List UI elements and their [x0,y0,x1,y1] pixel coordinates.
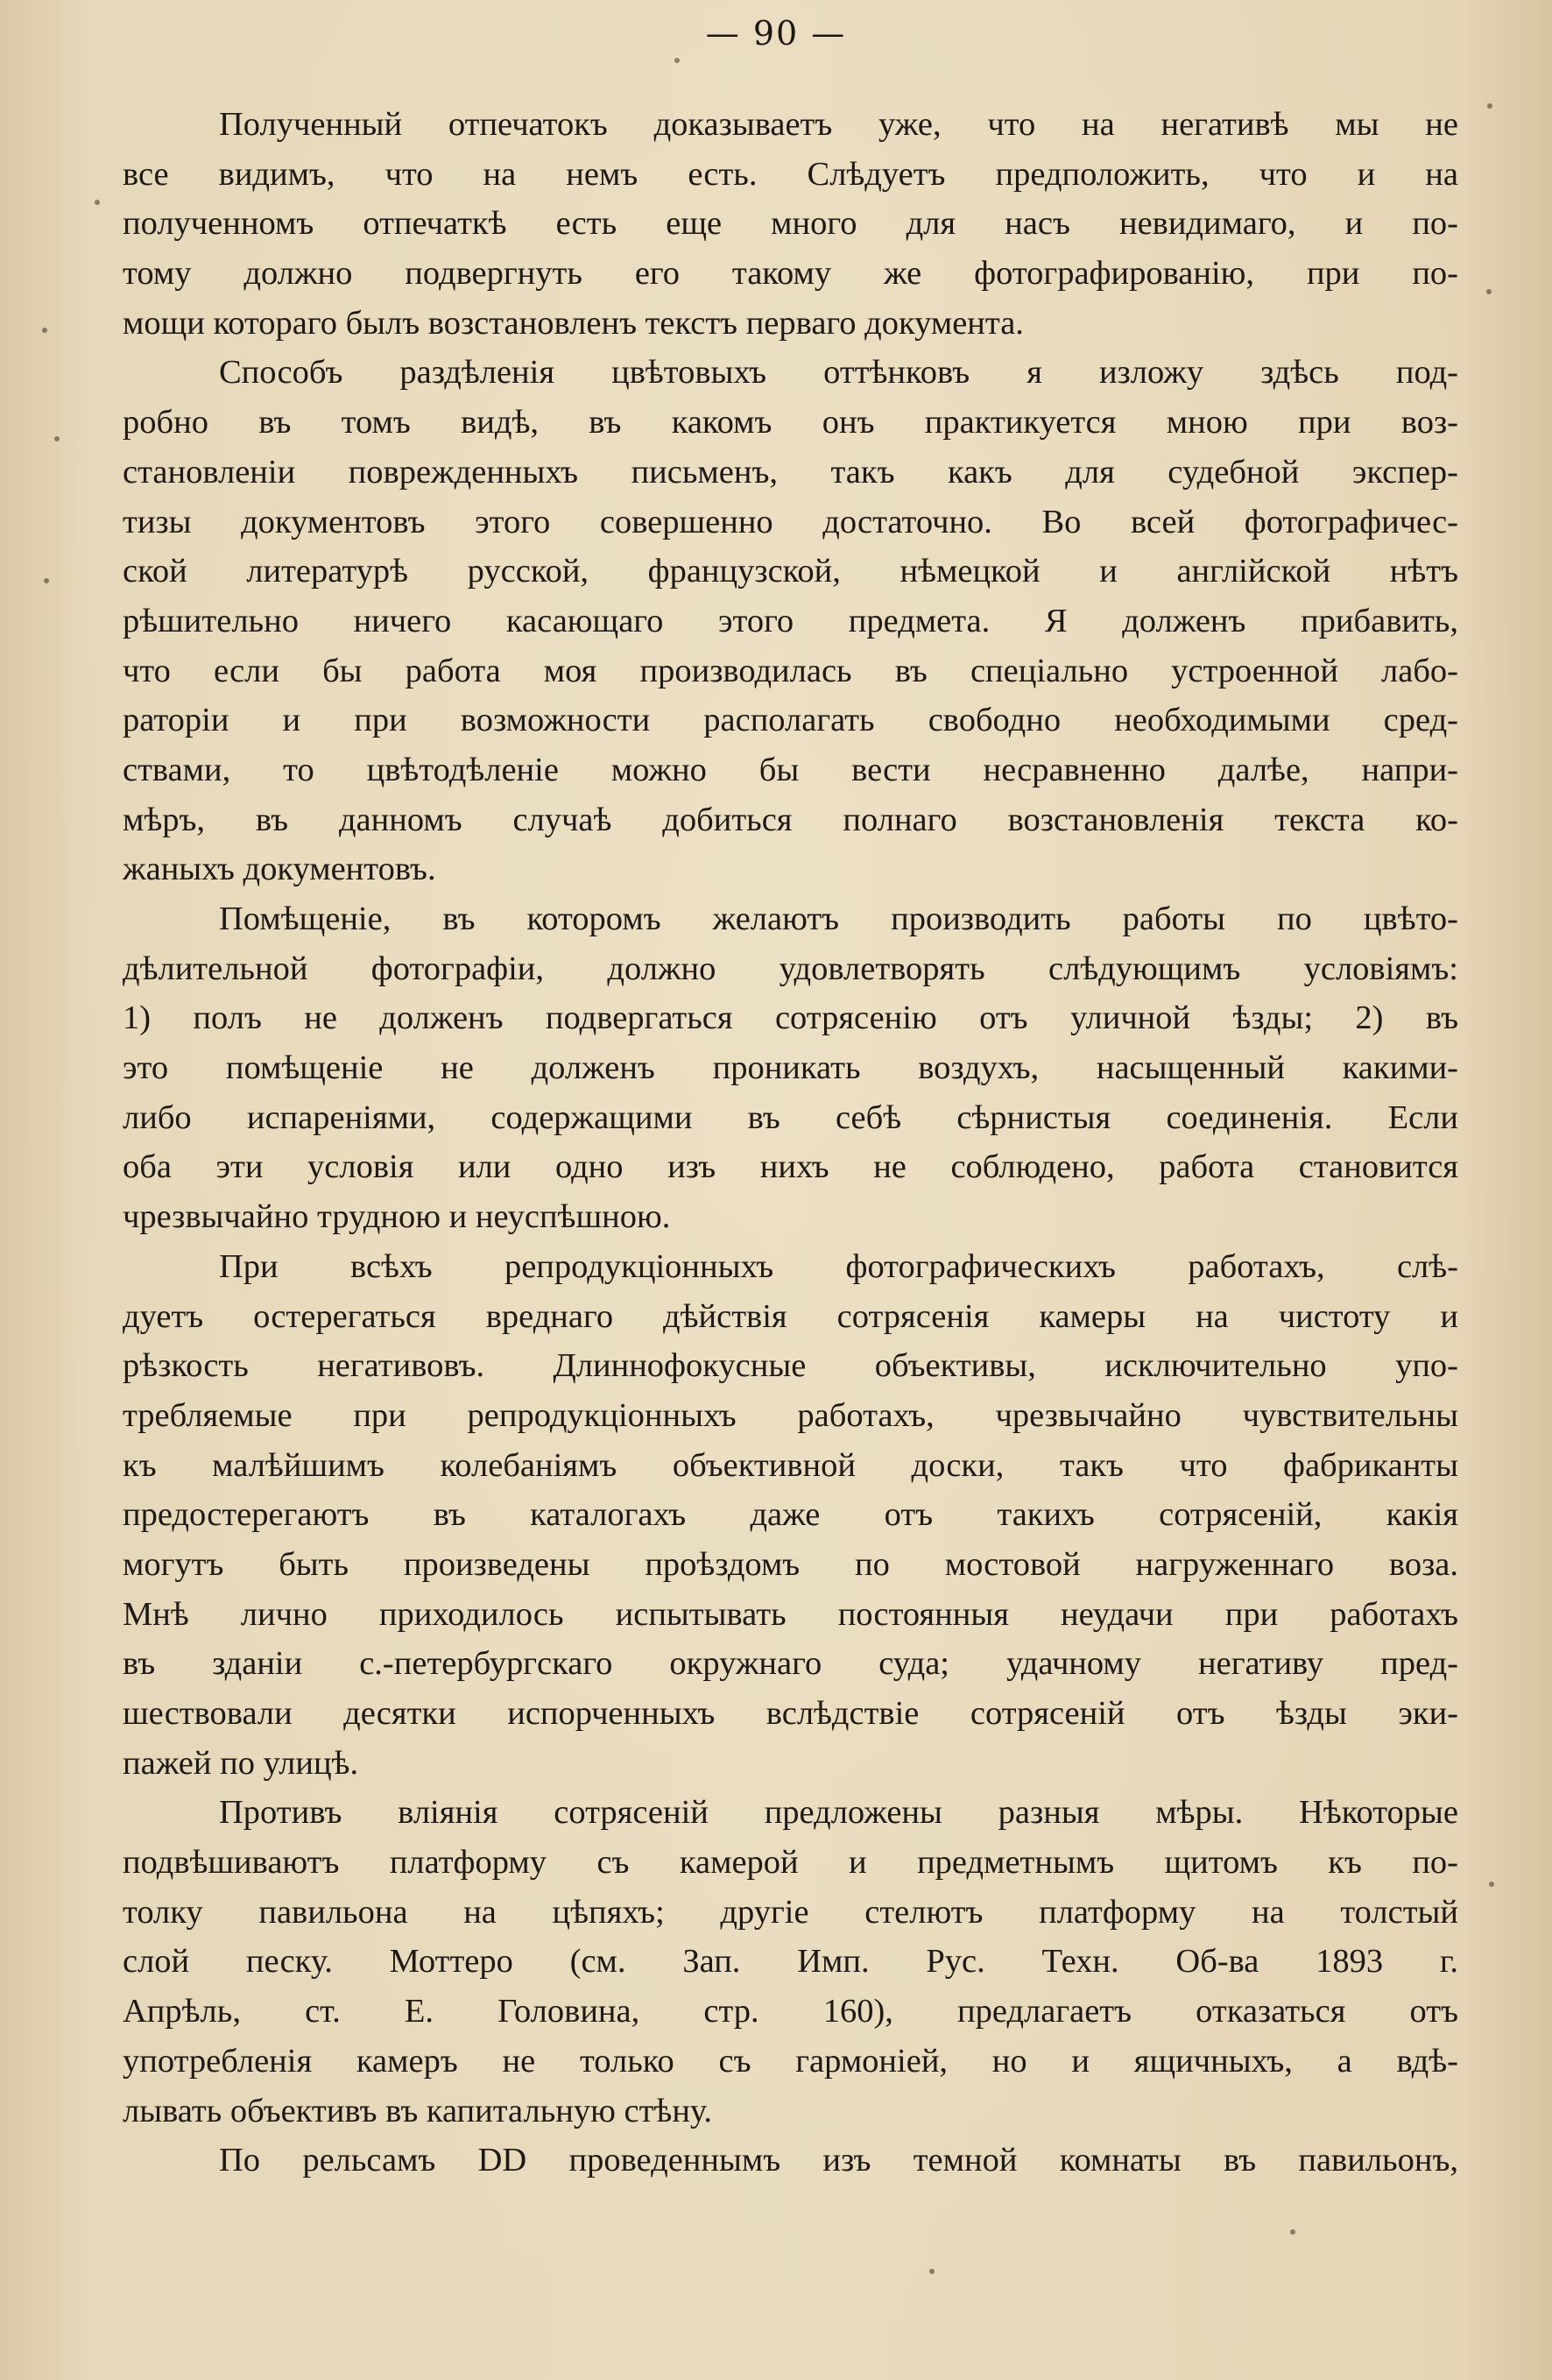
text-line: дѣлительной фотографіи, должно удовлетворять слѣдующимъ условіямъ: [123,950,1458,987]
text-line: рѣзкость негативовъ. Длиннофокусные объективы, исключительно упо- [123,1347,1458,1385]
text-line: Способъ раздѣленія цвѣтовыхъ оттѣнковъ я изложу здѣсь под- [219,354,1458,392]
text-line: мѣръ, въ данномъ случаѣ добиться полнаго возстановленія текста ко- [123,801,1458,838]
text-line: все видимъ, что на немъ есть. Слѣдуетъ предположить, что и на [123,155,1458,193]
text-line: мощи котораго былъ возстановленъ текстъ перваго документа. [123,304,1024,342]
text-line: Мнѣ лично приходилось испытывать постоянныя неудачи при работахъ [123,1595,1458,1633]
text-line: предостерегаютъ въ каталогахъ даже отъ такихъ сотрясеній, какія [123,1496,1458,1534]
paragraph [123,894,1458,1242]
page-body [123,100,1458,2186]
text-line: требляемые при репродукціонныхъ работахъ, чрезвычайно чувствительны [123,1396,1458,1434]
text-line: могутъ быть произведены проѣздомъ по мостовой нагруженнаго воза. [123,1545,1458,1583]
print-speck [674,58,680,63]
text-line: По рельсамъ DD проведеннымъ изъ темной комнаты въ павильонъ, [219,2142,1458,2179]
print-speck [929,2269,935,2274]
text-line: 1) полъ не долженъ подвергаться сотрясенію отъ уличной ѣзды; 2) въ [123,999,1458,1037]
print-speck [54,436,60,441]
paragraph [123,1242,1458,1789]
text-line: полученномъ отпечаткѣ есть еще много для насъ невидимаго, и по- [123,205,1458,243]
text-line: Противъ вліянія сотрясеній предложены разныя мѣры. Нѣкоторые [219,1794,1458,1832]
text-line: Помѣщеніе, въ которомъ желаютъ производить работы по цвѣто- [219,900,1458,937]
text-line: ской литературѣ русской, французской, нѣмецкой и англійской нѣтъ [123,553,1458,590]
text-line: тому должно подвергнуть его такому же фотографированію, при по- [123,255,1458,293]
text-line: оба эти условія или одно изъ нихъ не соблюдено, работа становится [123,1148,1458,1186]
text-line: чрезвычайно трудною и неуспѣшною. [123,1198,671,1236]
paragraph [123,100,1458,348]
text-line: это помѣщеніе не долженъ проникать воздухъ, насыщенный какими- [123,1049,1458,1087]
text-line: Полученный отпечатокъ доказываетъ уже, что на негативѣ мы не [219,106,1458,143]
text-line: дуетъ остерегаться вреднаго дѣйствія сотрясенія камеры на чистоту и [123,1297,1458,1335]
print-speck [1489,1882,1494,1887]
print-speck [42,328,47,333]
text-line: жаныхъ документовъ. [123,851,436,888]
text-line: къ малѣйшимъ колебаніямъ объективной доски, такъ что фабриканты [123,1446,1458,1484]
text-line: либо испареніями, содержащими въ себѣ сѣрнистыя соединенія. Если [123,1098,1458,1136]
text-line: въ зданіи с.-петербургскаго окружнаго суда; удачному негативу пред- [123,1645,1458,1683]
paragraph [123,1788,1458,2136]
text-line: При всѣхъ репродукціонныхъ фотографическихъ работахъ, слѣ- [219,1247,1458,1285]
print-speck [95,200,100,205]
text-line: робно въ томъ видѣ, въ какомъ онъ практикуется мною при воз- [123,404,1458,441]
text-line: тизы документовъ этого совершенно достаточно. Во всей фотографичес- [123,503,1458,540]
text-line: ствами, то цвѣтодѣленіе можно бы вести несравненно далѣе, напри- [123,751,1458,788]
paragraph [123,2136,1458,2186]
text-line: рѣшительно ничего касающаго этого предмета. Я долженъ прибавить, [123,602,1458,639]
text-line: употребленія камеръ не только съ гармоніей, но и ящичныхъ, а вдѣ- [123,2042,1458,2080]
text-line: Апрѣль, ст. Е. Головина, стр. 160), предлагаетъ отказаться отъ [123,1993,1458,2030]
text-line: лывать объективъ въ капитальную стѣну. [123,2092,712,2129]
text-line: подвѣшиваютъ платформу съ камерой и предметнымъ щитомъ къ по- [123,1844,1458,1882]
page-number: — 90 — [705,14,847,53]
text-line: раторіи и при возможности располагать свободно необходимыми сред- [123,702,1458,739]
print-speck [1290,2229,1295,2235]
paragraph [123,348,1458,894]
text-line: шествовали десятки испорченныхъ вслѣдствіе сотрясеній отъ ѣзды эки- [123,1695,1458,1732]
print-speck [1487,103,1492,109]
text-line: становленіи поврежденныхъ письменъ, такъ какъ для судебной экспер- [123,453,1458,491]
print-speck [44,578,49,583]
print-speck [1486,289,1492,294]
text-line: толку павильона на цѣпяхъ; другіе стелютъ платформу на толстый [123,1893,1458,1931]
text-line: что если бы работа моя производилась въ спеціально устроенной лабо- [123,652,1458,689]
text-line: пажей по улицѣ. [123,1744,359,1782]
text-line: слой песку. Моттеро (см. Зап. Имп. Рус. Техн. Об-ва 1893 г. [123,1943,1458,1981]
